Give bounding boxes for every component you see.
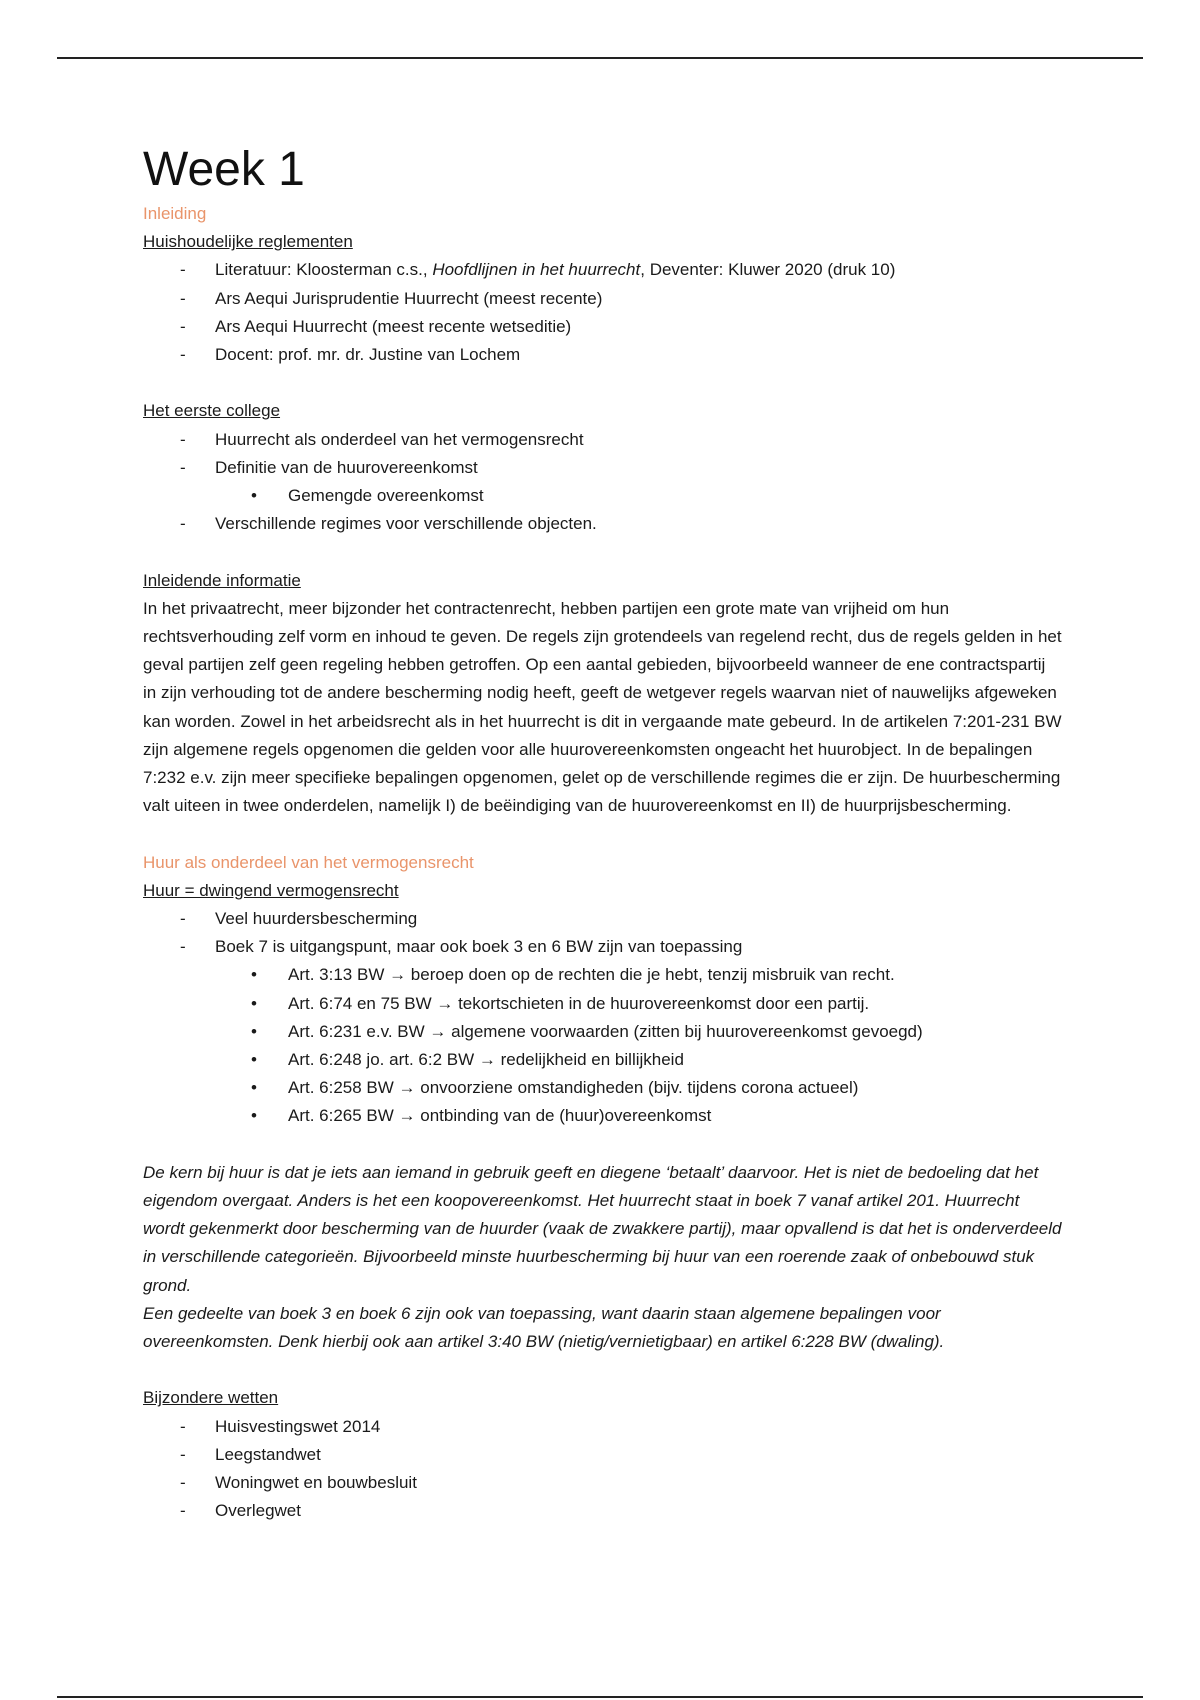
- literature-book-title: Hoofdlijnen in het huurrecht: [432, 260, 641, 280]
- header-rule: [57, 57, 1143, 59]
- list-item: - Verschillende regimes voor verschillende objecten.: [143, 510, 1063, 538]
- vermogensrecht-list: [143, 905, 1063, 1131]
- footer-rule: [57, 1696, 1143, 1698]
- college-list: [143, 426, 1063, 539]
- article-item: • Art. 6:258 BW → onvoorziene omstandigheden (bijv. tijdens corona actueel): [143, 1074, 1063, 1102]
- list-item: - Huisvestingswet 2014: [143, 1413, 1063, 1441]
- article-item: • Art. 6:265 BW → ontbinding van de (huur)overeenkomst: [143, 1102, 1063, 1130]
- subheading-college: Het eerste college: [143, 401, 281, 421]
- sub-list-item: • Gemengde overeenkomst: [143, 482, 1063, 510]
- article-item: • Art. 6:231 e.v. BW → algemene voorwaarden (zitten bij huurovereenkomst gevoegd): [143, 1018, 1063, 1046]
- list-item: - Veel huurdersbescherming: [143, 905, 1063, 933]
- list-item: - Boek 7 is uitgangspunt, maar ook boek 3 en 6 BW zijn van toepassing: [143, 933, 1063, 961]
- list-item: [143, 256, 1063, 284]
- list-item: - Docent: prof. mr. dr. Justine van Lochem: [143, 341, 1063, 369]
- section-heading-vermogensrecht: Huur als onderdeel van het vermogensrecht: [143, 852, 474, 872]
- italic-paragraph-2: Een gedeelte van boek 3 en boek 6 zijn ook van toepassing, want daarin staan algemene bepalingen voor overeenkomsten. Denk hierbij ook aan artikel 3:40 BW (nietig/vernietigbaar) en artikel 6:228 BW (dwaling).: [143, 1303, 945, 1352]
- article-item: • Art. 3:13 BW → beroep doen op de rechten die je hebt, tenzij misbruik van recht.: [143, 961, 1063, 989]
- subheading-dwingend: Huur = dwingend vermogensrecht: [143, 880, 399, 900]
- page-title: Week 1: [143, 143, 305, 196]
- list-item: - Ars Aequi Huurrecht (meest recente wetseditie): [143, 313, 1063, 341]
- info-paragraph: In het privaatrecht, meer bijzonder het contractenrecht, hebben partijen een grote mate van vrijheid om hun rechtsverhouding zelf vorm en inhoud te geven. De regels zijn grotendeels van regelend recht, dus de regels gelden in het geval partijen zelf geen regeling hebben getroffen. Op een aantal gebieden, bijvoorbeeld wanneer de ene contractspartij in zijn verhouding tot de andere bescherming nodig heeft, geeft de wetgever regels waarvan niet of nauwelijks afgeweken kan worden. Zowel in het arbeidsrecht als in het huurrecht is dit in vergaande mate gebeurd. In de artikelen 7:201-231 BW zijn algemene regels opgenomen die gelden voor alle huurovereenkomsten ongeacht het huurobject. In de bepalingen 7:232 e.v. zijn meer specifieke bepalingen opgenomen, gelet op de verschillende regimes die er zijn. De huurbescherming valt uiteen in twee onderdelen, namelijk I) de beëindiging van de huurovereenkomst en II) de huurprijsbescherming.: [143, 598, 1062, 816]
- list-item: - Leegstandwet: [143, 1441, 1063, 1469]
- subheading-informatie: Inleidende informatie: [143, 570, 301, 590]
- document-body: [143, 140, 1063, 1525]
- article-item: • Art. 6:74 en 75 BW → tekortschieten in de huurovereenkomst door een partij.: [143, 990, 1063, 1018]
- article-item: • Art. 6:248 jo. art. 6:2 BW → redelijkheid en billijkheid: [143, 1046, 1063, 1074]
- subheading-reglementen: Huishoudelijke reglementen: [143, 232, 353, 252]
- section-heading-inleiding: Inleiding: [143, 204, 207, 223]
- literature-suffix: , Deventer: Kluwer 2020 (druk 10): [640, 260, 896, 280]
- list-item: - Ars Aequi Jurisprudentie Huurrecht (meest recente): [143, 285, 1063, 313]
- list-item: - Woningwet en bouwbesluit: [143, 1469, 1063, 1497]
- subheading-bijzondere-wetten: Bijzondere wetten: [143, 1388, 279, 1408]
- list-item: - Huurrecht als onderdeel van het vermogensrecht: [143, 426, 1063, 454]
- wetten-list: [143, 1413, 1063, 1526]
- list-item: - Overlegwet: [143, 1497, 1063, 1525]
- list-item: - Definitie van de huurovereenkomst: [143, 454, 1063, 482]
- reglementen-list: [143, 256, 1063, 369]
- literature-prefix: Literatuur: Kloosterman c.s.,: [215, 260, 433, 280]
- italic-paragraph-1: De kern bij huur is dat je iets aan iemand in gebruik geeft en diegene ‘betaalt’ daarvoor. Het is niet de bedoeling dat het eigendom overgaat. Anders is het een koopovereenkomst. Het huurrecht staat in boek 7 vanaf artikel 201. Huurrecht wordt gekenmerkt door bescherming van de huurder (vaak de zwakkere partij), maar opvallend is dat het is onderverdeeld in verschillende categorieën. Bijvoorbeeld minste huurbescherming bij huur van een roerende zaak of onbebouwd stuk grond.: [143, 1162, 1062, 1295]
